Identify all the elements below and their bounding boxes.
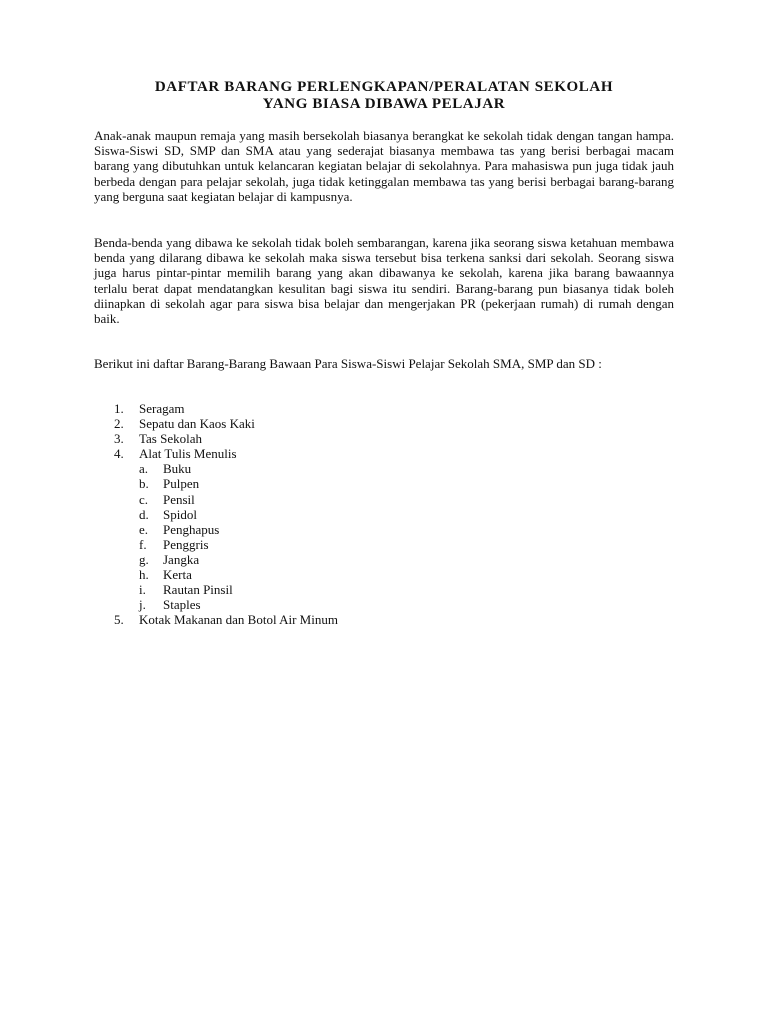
document-title [94, 79, 674, 113]
sub-list-item-letter: c. [139, 491, 149, 507]
sub-list-item-letter: e. [139, 521, 149, 537]
paragraph-rules: Benda-benda yang dibawa ke sekolah tidak boleh sembarangan, karena jika seorang siswa ketahuan membawa benda yang dilarang dibawa ke sekolah maka siswa tersebut bisa terkena sanksi dari sekolah. Seorang siswa juga harus pintar-pintar memilih barang yang akan dibawanya ke sekolah, karena jika barang bawaannya terlalu berat dapat mendatangkan kesulitan bagi siswa itu sendiri. Barang-barang pun biasanya tidak boleh diinapkan di sekolah agar para siswa bisa belajar dan mengerjakan PR (pekerjaan rumah) di rumah dengan baik. [94, 235, 674, 327]
sub-list-item-text: Pensil [163, 491, 195, 507]
list-item-number: 3. [114, 431, 124, 447]
title-line-1: DAFTAR BARANG PERLENGKAPAN/PERALATAN SEKOLAH [154, 79, 614, 95]
list-item-text: Seragam [139, 401, 185, 416]
sub-list-item [94, 582, 674, 597]
sub-list-item [94, 537, 674, 552]
sub-list-item-letter: a. [139, 461, 149, 477]
list-item [94, 416, 674, 431]
list-item-number: 1. [114, 401, 124, 416]
list-item-text: Alat Tulis Menulis [139, 446, 237, 462]
sub-list-item [94, 476, 674, 491]
title-line-2: YANG BIASA DIBAWA PELAJAR [262, 96, 506, 112]
sub-list-item-letter: g. [139, 551, 149, 567]
list-item-number: 4. [114, 446, 124, 462]
sub-list-item [94, 461, 674, 476]
sub-list-item-letter: d. [139, 506, 149, 522]
list-item [94, 401, 674, 416]
list-item-number: 2. [114, 416, 124, 432]
sub-list [94, 461, 674, 612]
sub-list-item-text: Spidol [163, 506, 197, 522]
sub-list-item-letter: b. [139, 476, 149, 492]
sub-list-item-text: Penggris [163, 536, 209, 552]
paragraph-list-intro: Berikut ini daftar Barang-Barang Bawaan Para Siswa-Siswi Pelajar Sekolah SMA, SMP dan SD : [94, 356, 602, 371]
list-item-text: Sepatu dan Kaos Kaki [139, 416, 255, 432]
sub-list-item-letter: f. [139, 536, 147, 552]
sub-list-item [94, 507, 674, 522]
sub-list-item-text: Staples [163, 597, 201, 613]
paragraph-intro: Anak-anak maupun remaja yang masih bersekolah biasanya berangkat ke sekolah tidak dengan tangan hampa. Siswa-Siswi SD, SMP dan SMA atau yang sederajat biasanya membawa tas yang berisi berbagai macam barang yang dibutuhkan untuk kelancaran kegiatan belajar di sekolahnya. Para mahasiswa pun juga tidak jauh berbeda dengan para pelajar sekolah, juga tidak ketinggalan membawa tas yang berisi berbagai barang-barang yang berguna saat kegiatan belajar di kampusnya. [94, 128, 674, 204]
list-item-text: Kotak Makanan dan Botol Air Minum [139, 612, 338, 628]
sub-list-item-text: Penghapus [163, 521, 220, 537]
sub-list-item-text: Pulpen [163, 476, 200, 492]
sub-list-item [94, 522, 674, 537]
sub-list-item-letter: i. [139, 582, 146, 598]
sub-list-item [94, 597, 674, 612]
items-list [94, 401, 674, 627]
sub-list-item-text: Jangka [163, 551, 200, 567]
list-item [94, 612, 674, 627]
sub-list-item-letter: j. [139, 597, 146, 613]
sub-list-item-text: Rautan Pinsil [163, 582, 233, 598]
sub-list-item [94, 552, 674, 567]
list-item-number: 5. [114, 612, 124, 628]
sub-list-item [94, 567, 674, 582]
sub-list-item-text: Buku [163, 461, 192, 477]
list-item [94, 446, 674, 612]
list-item-text: Tas Sekolah [139, 431, 202, 447]
sub-list-item-text: Kerta [163, 567, 192, 583]
sub-list-item-letter: h. [139, 567, 149, 583]
sub-list-item [94, 492, 674, 507]
list-item [94, 431, 674, 446]
